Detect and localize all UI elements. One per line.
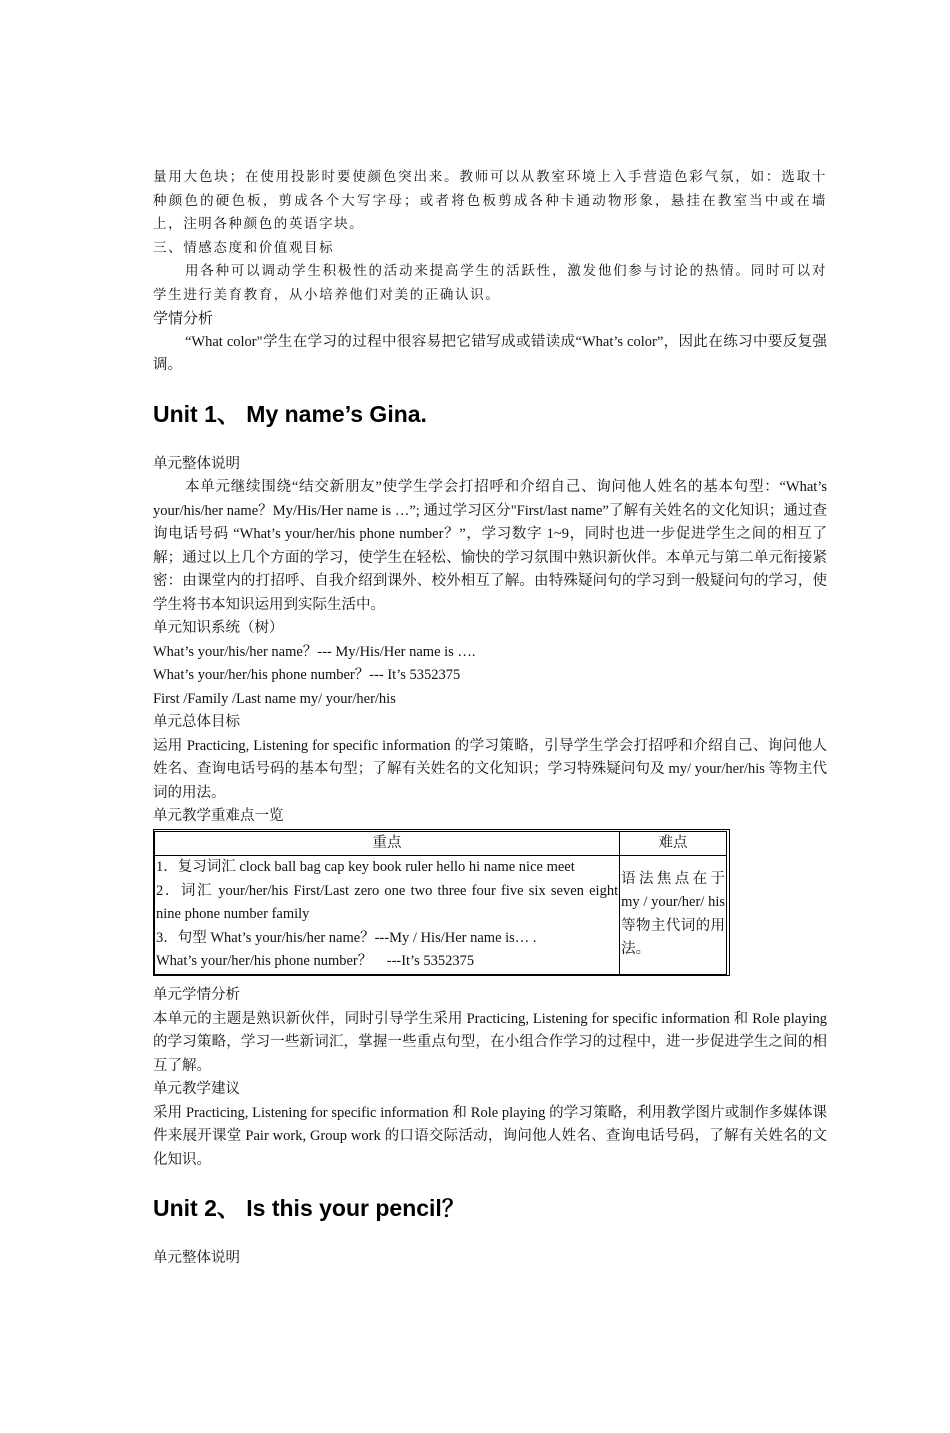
knowledge-line: What’s your/his/her name？--- My/His/Her name is ….	[153, 643, 476, 660]
table-header-row	[155, 831, 727, 856]
unit1-knowledge-title: 单元知识系统（树）	[153, 620, 284, 636]
key-point-line: 3．句型 What’s your/his/her name？---My / His/Her name is… .	[156, 929, 537, 946]
unit1-goal-title: 单元总体目标	[153, 714, 240, 730]
knowledge-line: What’s your/her/his phone number？--- It’s 5352375	[153, 667, 461, 683]
key-point-line: 1．复习词汇 clock ball bag cap key book ruler hello hi name nice meet	[156, 859, 575, 875]
intro-paragraph: 量用大色块；在使用投影时要使颜色突出来。教师可以从教室环境上入手营造色彩气氛，如：选取十种颜色的硬色板，剪成各个大写字母；或者将色板剪成各种卡通动物形象，悬挂在教室当中或在墙上，注明各种颜色的英语字块。	[153, 169, 827, 232]
table-row	[155, 856, 727, 975]
unit1-advice-body: 采用 Practicing, Listening for specific information 和 Role playing 的学习策略，利用教学图片或制作多媒体课件来展开课堂 Pair work, Group work 的口语交际活动，询问他人姓名、查询电话号码，了解有关姓名的文化知识。	[153, 1104, 827, 1168]
keypoints-table	[154, 831, 727, 975]
unit1-keypoints-title: 单元教学重难点一览	[153, 808, 284, 824]
analysis-body: “What color"学生在学习的过程中很容易把它错写成或错读成“What’s color”，因此在练习中要反复强调。	[153, 333, 827, 373]
unit2-heading: Unit 2、 Is this your pencil？	[153, 1195, 465, 1221]
section-3-title: 三、情感态度和价值观目标	[153, 239, 335, 256]
key-point-line: 2．词汇 your/her/his First/Last zero one two three four five six seven eight nine phone number family	[156, 882, 619, 922]
unit1-situation-title: 单元学情分析	[153, 987, 240, 1003]
unit1-goal-body: 运用 Practicing, Listening for specific information 的学习策略，引导学生学会打招呼和介绍自己、询问他人姓名、查询电话号码的基本句型；了解有关姓名的文化知识；学习特殊疑问句及 my/ your/her/his 等物主代词的用法。	[153, 737, 827, 801]
difficult-point-cell: 语法焦点在于 my / your/her/ his 等物主代词的用法。	[620, 856, 727, 975]
key-points-cell	[155, 856, 620, 975]
analysis-title: 学情分析	[153, 309, 214, 327]
header-difficult: 难点	[620, 831, 727, 856]
keypoints-table-frame	[153, 829, 730, 976]
knowledge-line: First /Family /Last name my/ your/her/his	[153, 690, 396, 707]
unit1-overview-title: 单元整体说明	[153, 455, 240, 472]
document-page	[153, 166, 827, 1271]
unit1-heading: Unit 1、 My name’s Gina.	[153, 400, 427, 427]
unit1-situation-body: 本单元的主题是熟识新伙伴，同时引导学生采用 Practicing, Listening for specific information 和 Role playing 的学习策略，学习一些新词汇，掌握一些重点句型，在小组合作学习的过程中，进一步促进学生之间的相互了解。	[153, 1010, 827, 1074]
unit1-advice-title: 单元教学建议	[153, 1081, 240, 1097]
header-key: 重点	[155, 831, 620, 856]
section-3-body: 用各种可以调动学生积极性的活动来提高学生的活跃性，激发他们参与讨论的热情。同时可以对学生进行美育教育，从小培养他们对美的正确认识。	[153, 263, 827, 303]
unit1-overview-body: 本单元继续围绕“结交新朋友”使学生学会打招呼和介绍自己、询问他人姓名的基本句型：“What’s your/his/her name？My/His/Her name is …”; 通过学习区分"First/last name”了解有关姓名的文化知识；通过查询电话号码 “What’s your/her/his phone number？”，学习数字 1~9，同时也进一步促进学生之间的相互了解；通过以上几个方面的学习，使学生在轻松、愉快的学习氛围中熟识新伙伴。本单元与第二单元衔接紧密：由课堂内的打招呼、自我介绍到课外、校外相互了解。由特殊疑问句的学习到一般疑问句的学习，使学生将书本知识运用到实际生活中。	[153, 479, 827, 613]
key-point-line: What’s your/her/his phone number？ ---It’s 5352375	[156, 953, 475, 969]
unit2-overview-title: 单元整体说明	[153, 1250, 240, 1266]
